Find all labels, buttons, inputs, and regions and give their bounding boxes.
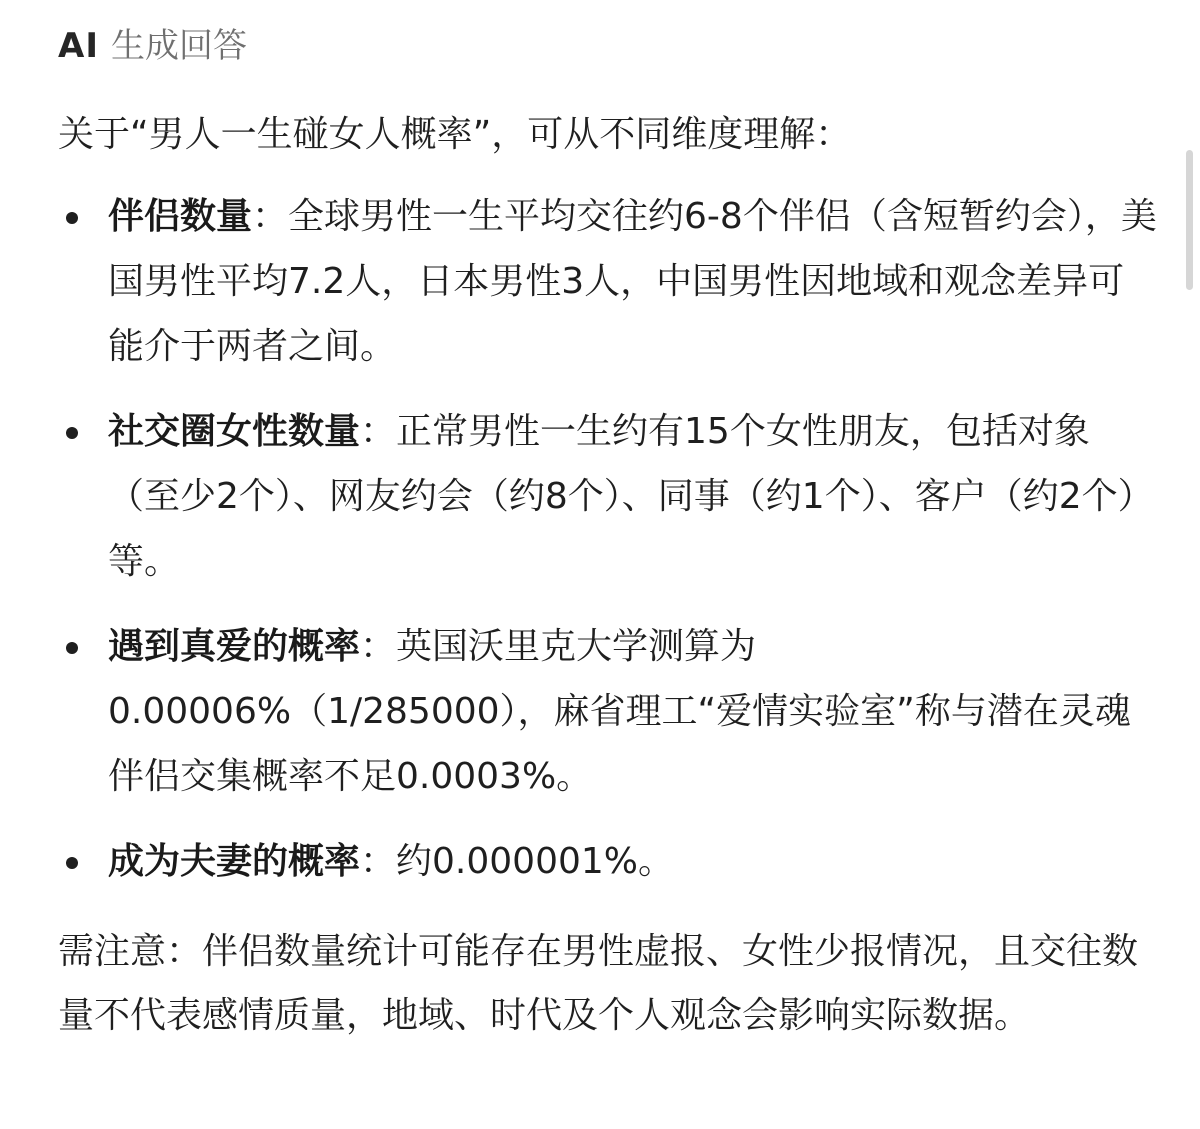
bullet-dot-icon: [66, 212, 78, 224]
bullet-term: 成为夫妻的概率: [108, 841, 361, 882]
answer-intro: 关于“男人一生碰女人概率”，可从不同维度理解：: [58, 114, 852, 155]
bullet-term: 社交圈女性数量: [108, 411, 361, 452]
scrollbar-thumb[interactable]: [1186, 150, 1193, 290]
bullet-dot-icon: [66, 427, 78, 439]
bullet-text: ：约0.000001%。: [360, 841, 674, 882]
bullet-dot-icon: [66, 642, 78, 654]
bullet-term: 伴侣数量: [108, 196, 253, 237]
answer-note: 需注意：伴侣数量统计可能存在男性虚报、女性少报情况，且交往数量不代表感情质量，地域、时代及个人观念会影响实际数据。: [58, 931, 1139, 1036]
bullet-text: ：正常男性一生约有15个女性朋友，包括对象（至少2个）、网友约会（约8个）、同事（约1个）、客户（约2个）等。: [108, 411, 1154, 582]
answer-header-title: 生成回答: [110, 26, 247, 66]
answer-header: [58, 22, 247, 70]
bullet-text: ：全球男性一生平均交往约6-8个伴侣（含短暂约会），美国男性平均7.2人，日本男性3人，中国男性因地域和观念差异可能介于两者之间。: [108, 196, 1157, 367]
ai-label: AI: [58, 26, 99, 66]
bullet-term: 遇到真爱的概率: [108, 626, 361, 667]
bullet-social-circle: [58, 399, 1158, 594]
bullet-text: ：英国沃里克大学测算为0.00006%（1/285000），麻省理工“爱情实验室”称与潜在灵魂伴侣交集概率不足0.0003%。: [108, 626, 1131, 797]
bullet-partner-count: [58, 184, 1158, 379]
bullet-marriage: [58, 829, 1158, 894]
bullet-true-love: [58, 614, 1158, 809]
answer-bullet-list: [58, 184, 1158, 914]
bullet-dot-icon: [66, 857, 78, 869]
